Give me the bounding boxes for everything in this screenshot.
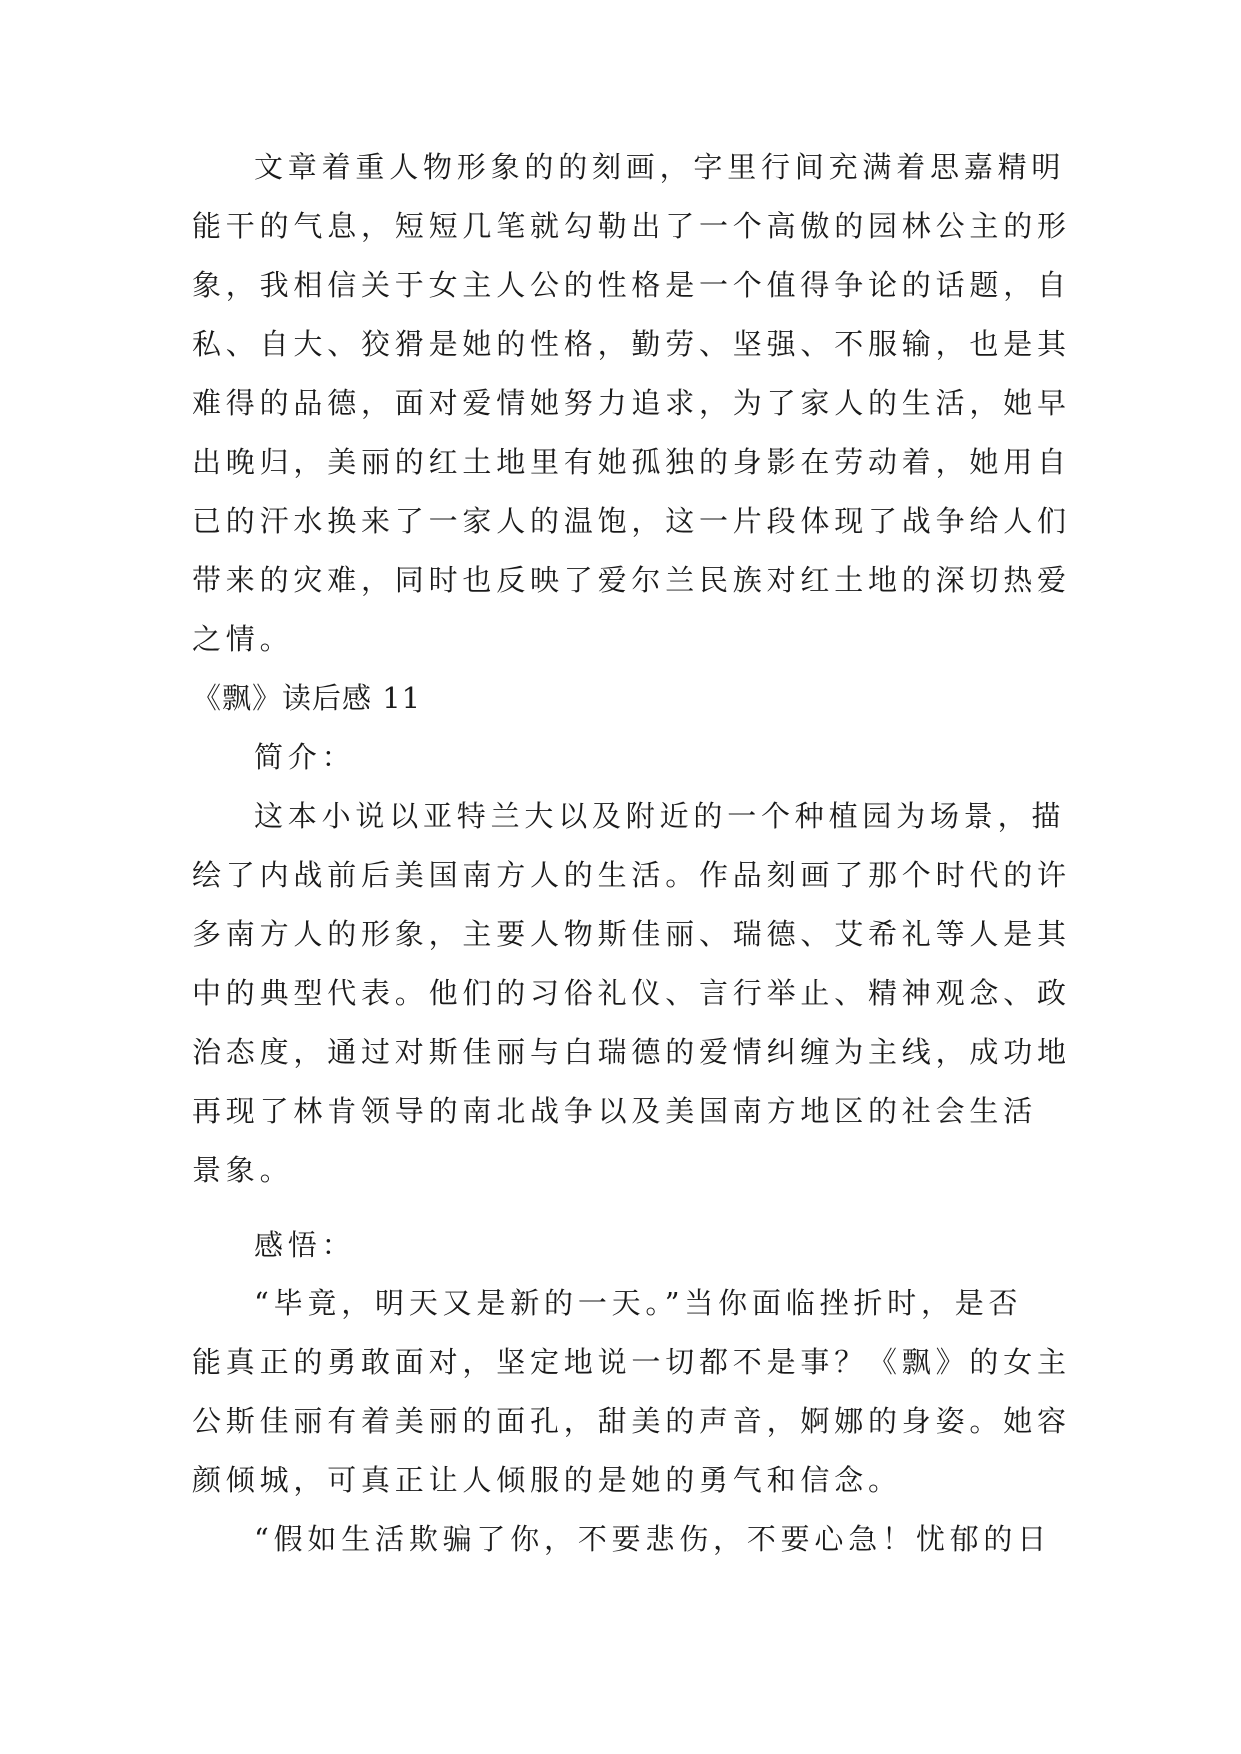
paragraph-line: 带来的灾难，同时也反映了爱尔兰民族对红土地的深切热爱 — [192, 563, 1071, 597]
paragraph-line: 治态度，通过对斯佳丽与白瑞德的爱情纠缠为主线，成功地 — [192, 1035, 1071, 1069]
paragraph-line: 能真正的勇敢面对，坚定地说一切都不是事？《飘》的女主 — [192, 1345, 1071, 1379]
intro-label: 简介： — [254, 740, 356, 774]
paragraph-3 — [192, 1274, 1071, 1510]
paragraph-line: “假如生活欺骗了你，不要悲伤，不要心急！忧郁的日 — [254, 1522, 1052, 1556]
paragraph-1 — [192, 138, 1071, 669]
paragraph-line: 难得的品德，面对爱情她努力追求，为了家人的生活，她早 — [192, 386, 1071, 420]
paragraph-line: 私、自大、狡猾是她的性格，勤劳、坚强、不服输，也是其 — [192, 327, 1071, 361]
paragraph-line: 文章着重人物形象的的刻画，字里行间充满着思嘉精明 — [254, 150, 1066, 184]
paragraph-line: 景象。 — [192, 1153, 294, 1187]
paragraph-line: 能干的气息，短短几笔就勾勒出了一个高傲的园林公主的形 — [192, 209, 1071, 243]
paragraph-4 — [192, 1510, 1052, 1569]
paragraph-2 — [192, 787, 1071, 1200]
paragraph-line: “毕竟，明天又是新的一天。”当你面临挫折时，是否 — [254, 1286, 1023, 1320]
insight-label: 感悟： — [254, 1228, 356, 1262]
paragraph-line: 多南方人的形象，主要人物斯佳丽、瑞德、艾希礼等人是其 — [192, 917, 1071, 951]
paragraph-line: 再现了林肯领导的南北战争以及美国南方地区的社会生活 — [192, 1094, 1038, 1128]
section-title: 《飘》读后感 11 — [192, 681, 422, 715]
paragraph-line: 之情。 — [192, 622, 294, 656]
paragraph-line: 已的汗水换来了一家人的温饱，这一片段体现了战争给人们 — [192, 504, 1071, 538]
paragraph-line: 这本小说以亚特兰大以及附近的一个种植园为场景，描 — [254, 799, 1066, 833]
paragraph-line: 象，我相信关于女主人公的性格是一个值得争论的话题，自 — [192, 268, 1071, 302]
paragraph-line: 颜倾城，可真正让人倾服的是她的勇气和信念。 — [192, 1463, 902, 1497]
paragraph-line: 绘了内战前后美国南方人的生活。作品刻画了那个时代的许 — [192, 858, 1071, 892]
section-heading-block — [192, 669, 1052, 787]
paragraph-line: 公斯佳丽有着美丽的面孔，甜美的声音，婀娜的身姿。她容 — [192, 1404, 1071, 1438]
paragraph-line: 出晚归，美丽的红土地里有她孤独的身影在劳动着，她用自 — [192, 445, 1071, 479]
insight-heading-block — [192, 1216, 1052, 1275]
paragraph-line: 中的典型代表。他们的习俗礼仪、言行举止、精神观念、政 — [192, 976, 1071, 1010]
